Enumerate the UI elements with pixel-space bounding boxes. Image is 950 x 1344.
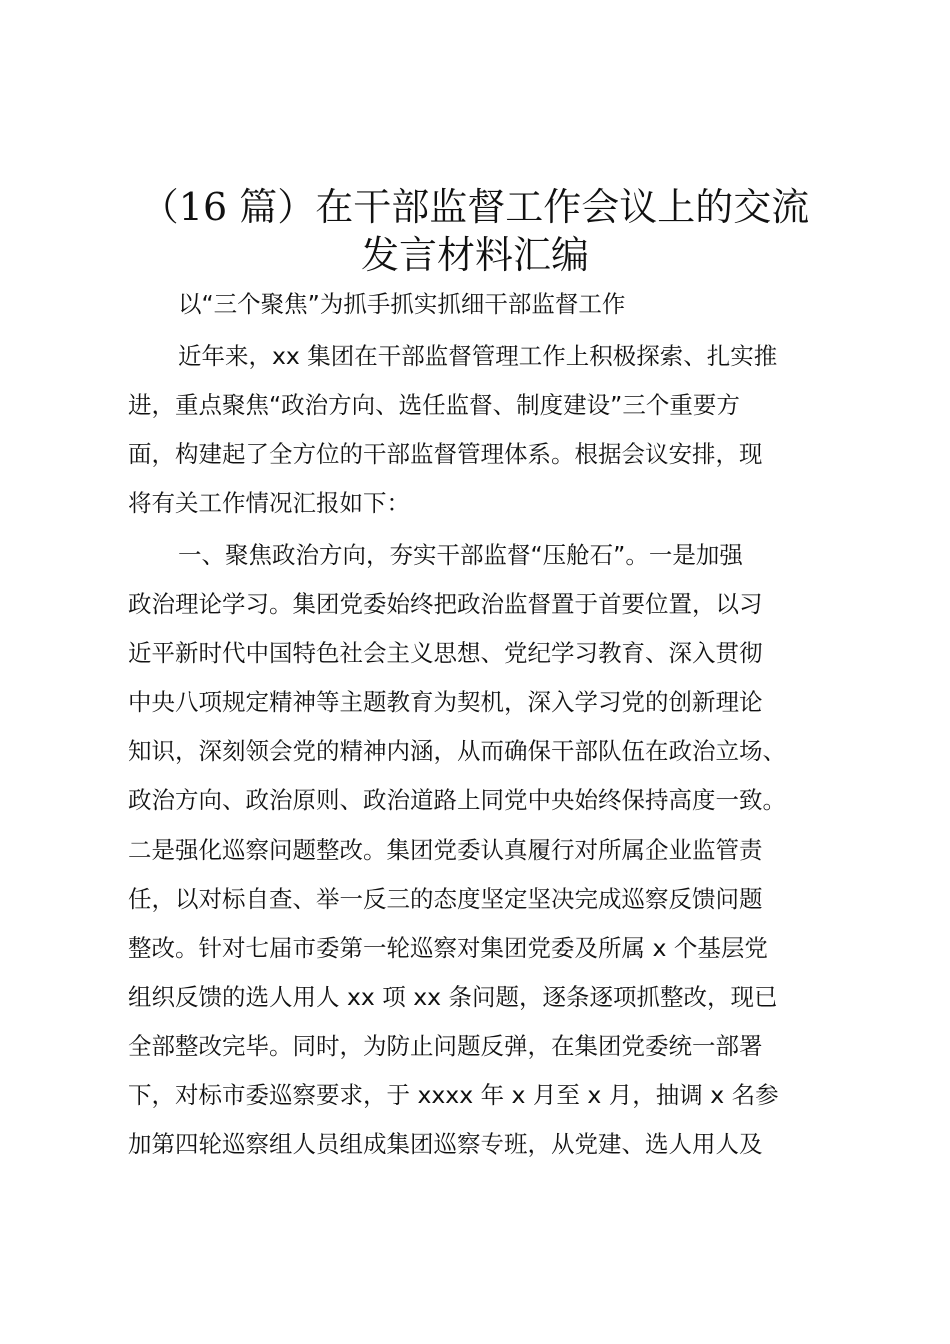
body-line: 政治方向、政治原则、政治道路上同党中央始终保持高度一致。 [128, 786, 786, 814]
body-line: 知识，深刻领会党的精神内涵，从而确保干部队伍在政治立场、 [128, 737, 786, 765]
body-line: 近平新时代中国特色社会主义思想、党纪学习教育、深入贯彻 [128, 639, 763, 667]
body-line: 下，对标市委巡察要求，于 xxxx 年 x 月至 x 月，抽调 x 名参 [128, 1081, 779, 1109]
body-line: 任，以对标自查、举一反三的态度坚定坚决完成巡察反馈问题 [128, 885, 763, 913]
document-subtitle: 以“三个聚焦”为抓手抓实抓细干部监督工作 [178, 290, 626, 318]
body-line: 近年来，xx 集团在干部监督管理工作上积极探索、扎实推 [178, 342, 778, 370]
body-line: 政治理论学习。集团党委始终把政治监督置于首要位置，以习 [128, 590, 763, 618]
body-line: 二是强化巡察问题整改。集团党委认真履行对所属企业监管责 [128, 836, 763, 864]
body-line: 加第四轮巡察组人员组成集团巡察专班，从党建、选人用人及 [128, 1130, 763, 1158]
body-line: 组织反馈的选人用人 xx 项 xx 条问题，逐条逐项抓整改，现已 [128, 983, 778, 1011]
document-title-line-2: 发言材料汇编 [360, 233, 589, 277]
document-title-line-1: （16 篇）在干部监督工作会议上的交流 [140, 185, 810, 229]
body-line: 面，构建起了全方位的干部监督管理体系。根据会议安排，现 [128, 440, 763, 468]
body-line: 将有关工作情况汇报如下： [128, 489, 410, 517]
body-line: 进，重点聚焦“政治方向、选任监督、制度建设”三个重要方 [128, 391, 740, 419]
body-line: 整改。针对七届市委第一轮巡察对集团党委及所属 x 个基层党 [128, 934, 768, 962]
body-line: 一、聚焦政治方向，夯实干部监督“压舱石”。一是加强 [178, 541, 743, 569]
body-line: 全部整改完毕。同时，为防止问题反弹，在集团党委统一部署 [128, 1032, 763, 1060]
body-line: 中央八项规定精神等主题教育为契机，深入学习党的创新理论 [128, 688, 763, 716]
